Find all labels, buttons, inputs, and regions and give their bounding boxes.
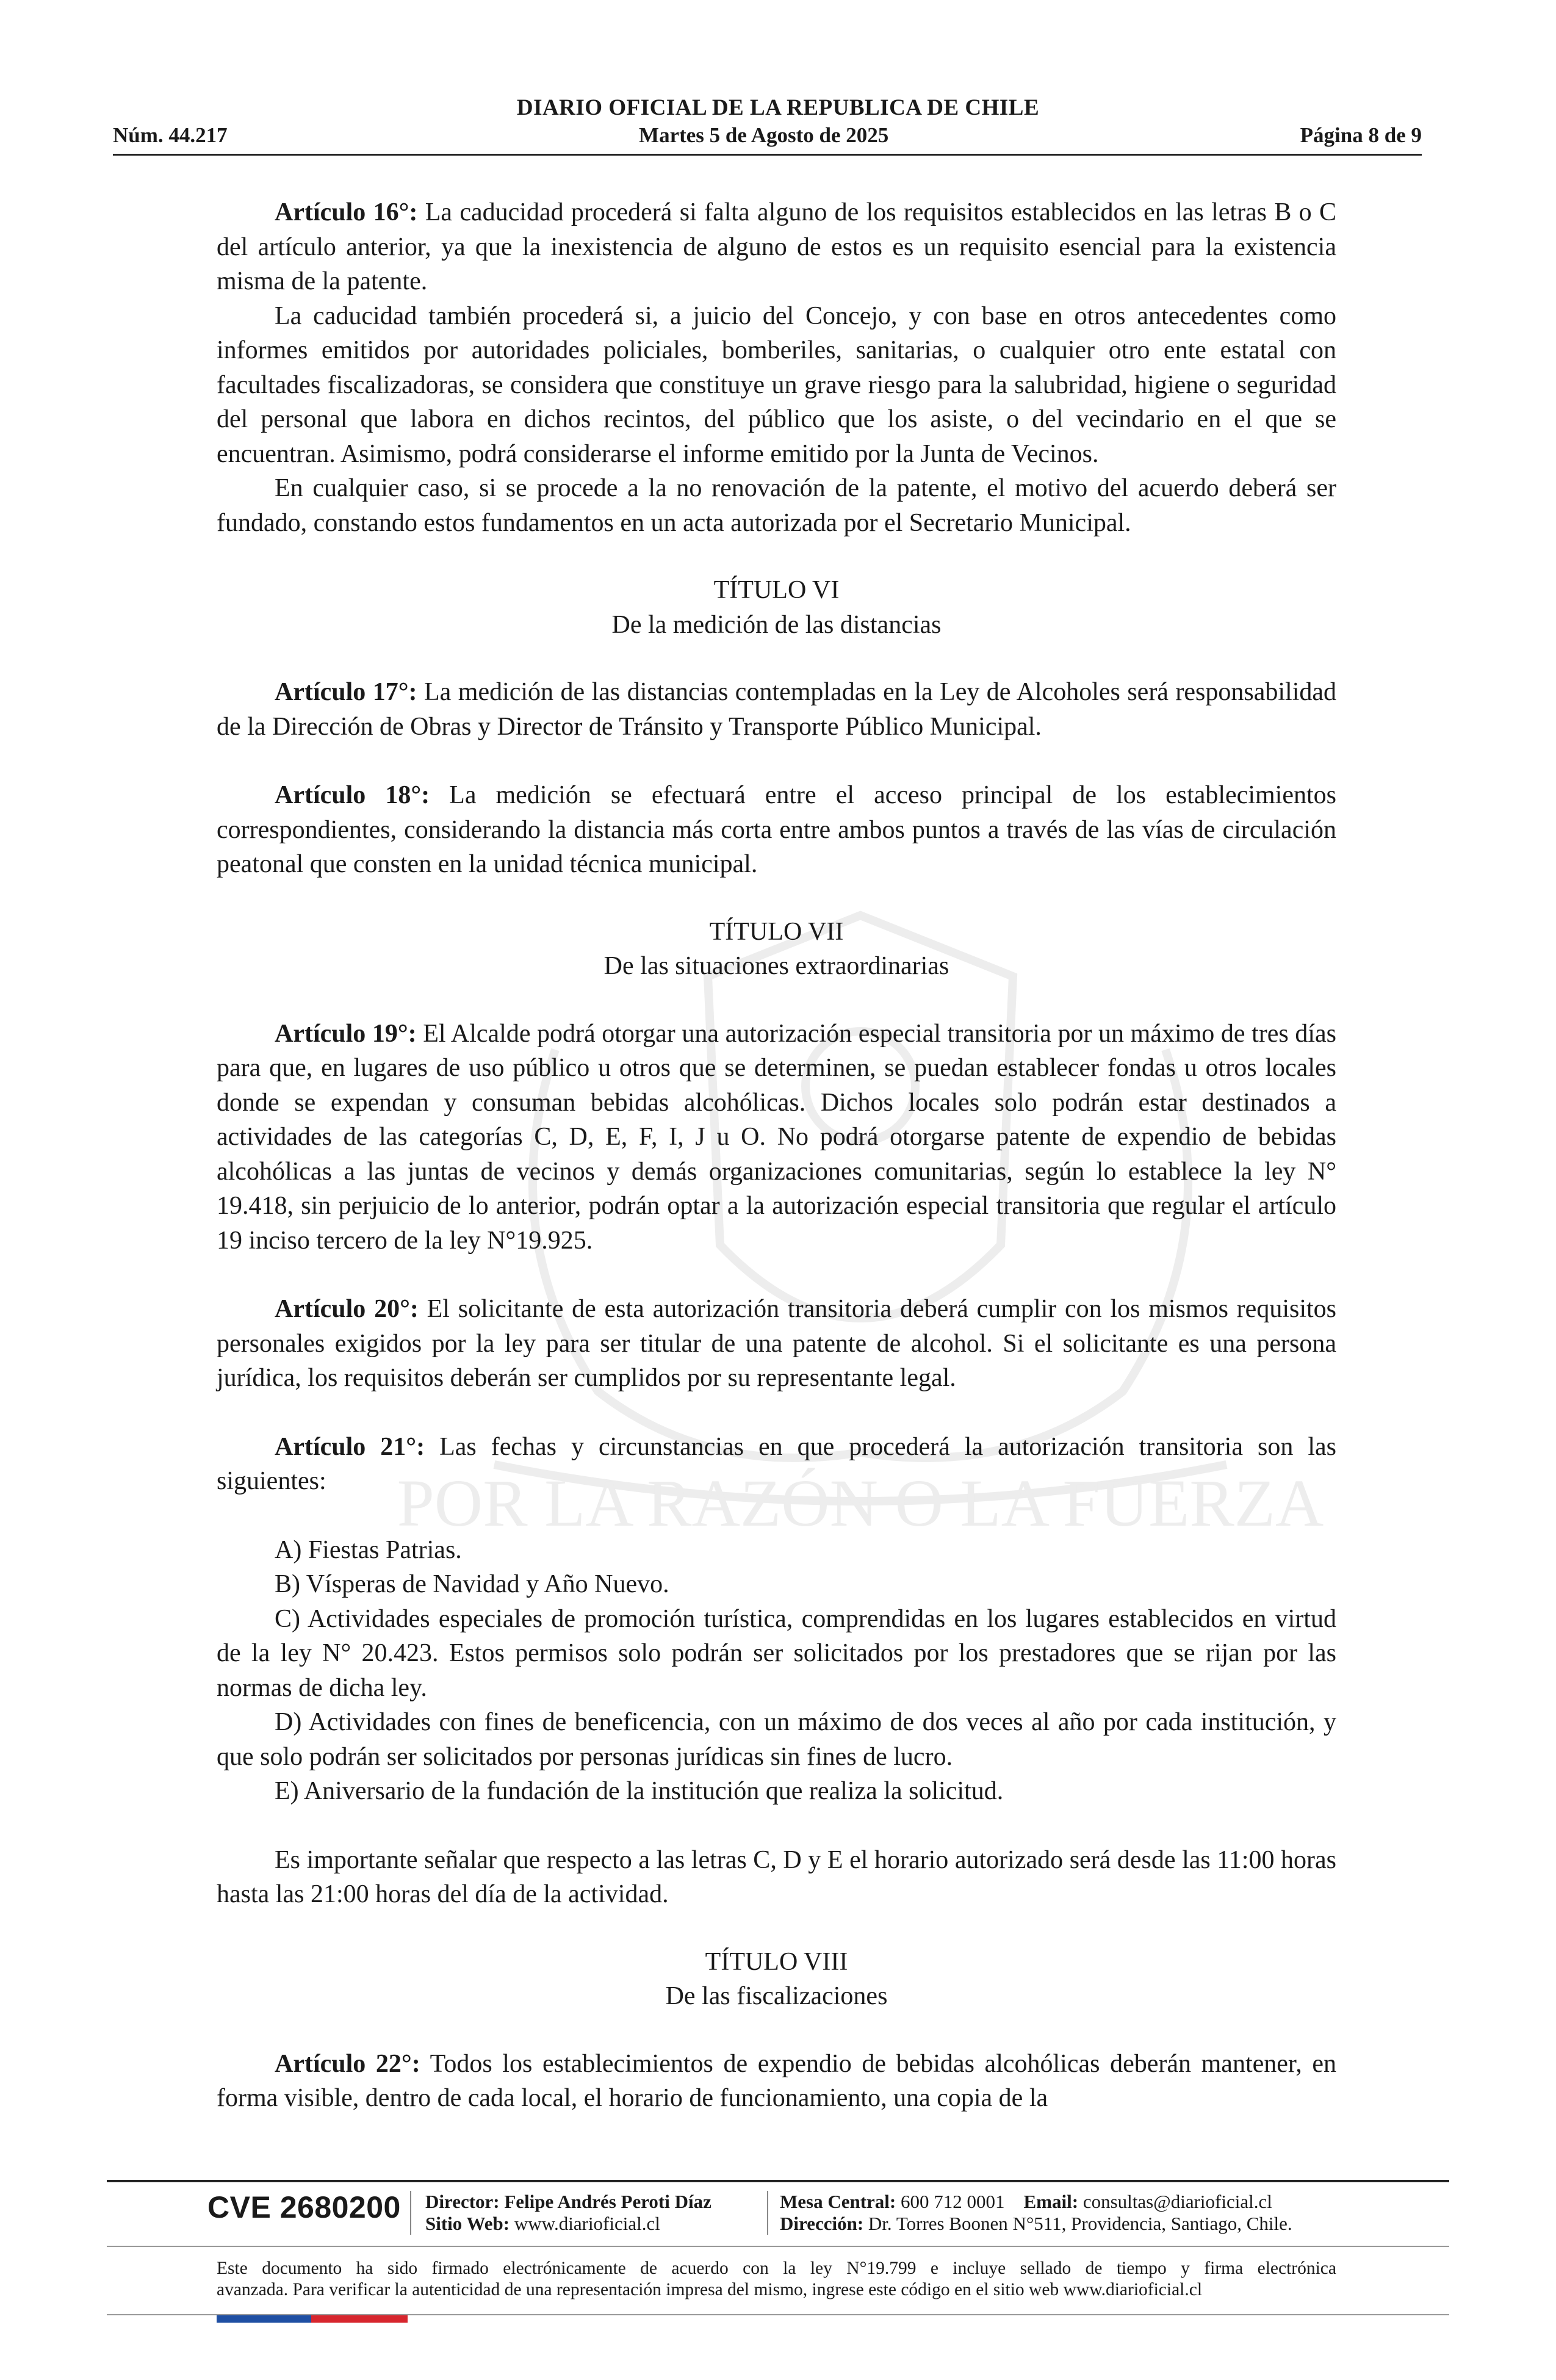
footer-divider — [767, 2191, 768, 2235]
art22: Artículo 22°: Todos los establecimientos de expendio de bebidas alcohólicas deberán mantener, en forma visible, dentro de cada local, el horario de funcionamiento, una copia de la — [217, 2049, 1336, 2112]
header-rule — [113, 154, 1422, 156]
director-name: Felipe Andrés Peroti Díaz — [504, 2191, 711, 2212]
art20: Artículo 20°: El solicitante de esta autorización transitoria deberá cumplir con los mismos requisitos personales exigidos por la ley para ser titular de una patente de alcohol. Si el solicitante es una persona jurídica, los requisitos deberán ser cumplidos por su representante legal. — [217, 1295, 1337, 1392]
art21: Artículo 21°: Las fechas y circunstancias en que procederá la autorización transitoria son las siguientes: — [217, 1432, 1336, 1495]
flag-stripe — [217, 2315, 408, 2323]
art16-p3: En cualquier caso, si se procede a la no renovación de la patente, el motivo del acuerdo deberá ser fundado, constando estos fundamentos en un acta autorizada por el Secretario Municipal. — [217, 474, 1336, 537]
art19: Artículo 19°: El Alcalde podrá otorgar una autorización especial transitoria por un máximo de tres días para que, en lugares de uso público u otros que se determinen, se puedan establecer fondas u otros locales donde se expendan y consuman bebidas alcohólicas. Dichos locales solo podrán estar destinados a actividades de las categorías C, D, E, F, I, J u O. No podrá otorgarse patente de expendio de bebidas alcohólicas a las juntas de vecinos y demás organizaciones comunitarias, según lo establece la ley N° 19.418, sin perjuicio de lo anterior, podrán optar a la autorización especial transitoria que regular el artículo 19 inciso tercero de la ley N°19.925. — [217, 1019, 1336, 1255]
footer-rule-mid — [107, 2246, 1449, 2247]
cve-code: CVE 2680200 — [207, 2190, 401, 2224]
art17: Artículo 17°: La medición de las distancias contempladas en la Ley de Alcoholes será responsabilidad de la Dirección de Obras y Director de Tránsito y Transporte Público Municipal. — [217, 678, 1337, 741]
issue-date: Martes 5 de Agosto de 2025 — [639, 123, 889, 147]
list-item: B) Vísperas de Navidad y Año Nuevo. — [275, 1570, 669, 1598]
flag-blue-segment — [217, 2315, 311, 2323]
art16-label: Artículo 16°: — [275, 198, 418, 226]
flag-red-segment — [311, 2315, 408, 2323]
watermark-motto: POR LA RAZÓN O LA FUERZA — [397, 1466, 1324, 1540]
art21-list — [217, 1533, 1336, 1809]
list-item: C) Actividades especiales de promoción turística, comprendidas en los lugares establecidos en virtud de la ley N° 20.423. Estos permisos solo podrán ser solicitados por los prestadores que se rijan por las normas de dicha ley. — [217, 1604, 1336, 1702]
address: Dr. Torres Boonen N°511, Providencia, Santiago, Chile. — [868, 2213, 1292, 2234]
art21-note: Es importante señalar que respecto a las letras C, D y E el horario autorizado será desde las 11:00 horas hasta las 21:00 horas del día de la actividad. — [217, 1845, 1336, 1908]
footer-divider — [410, 2191, 411, 2235]
document-body — [217, 195, 1336, 2116]
phone-number: 600 712 0001 — [901, 2191, 1005, 2212]
list-item: E) Aniversario de la fundación de la institución que realiza la solicitud. — [275, 1777, 1004, 1805]
page-number: Página 8 de 9 — [1300, 123, 1422, 147]
list-item: D) Actividades con fines de beneficencia, con un máximo de dos veces al año por cada institución, y que solo podrán ser solicitados por personas jurídicas sin fines de lucro. — [217, 1708, 1336, 1771]
publication-title: DIARIO OFICIAL DE LA REPUBLICA DE CHILE — [516, 95, 1040, 120]
signature-note: Este documento ha sido firmado electrónicamente de acuerdo con la ley N°19.799 e incluye sellado de tiempo y firma electrónica avanzada. Para verificar la autenticidad de una representación impresa del mismo, ingrese este código en el sitio web www.diarioficial.cl — [217, 2259, 1336, 2299]
footer-director-block: Director: Felipe Andrés Peroti Díaz Sitio Web: www.diarioficial.cl — [425, 2191, 711, 2234]
titulo-vii-heading: TÍTULO VII De las situaciones extraordinarias — [603, 917, 949, 980]
footer-rule-top — [107, 2180, 1449, 2182]
email-link[interactable]: consultas@diarioficial.cl — [1082, 2191, 1272, 2212]
titulo-viii-heading: TÍTULO VIII De las fiscalizaciones — [665, 1947, 888, 2010]
titulo-vi-heading: TÍTULO VI De la medición de las distancias — [611, 576, 942, 639]
art16-p1: Artículo 16°: La caducidad procederá si falta alguno de los requisitos establecidos en las letras B o C del artículo anterior, ya que la inexistencia de alguno de estos es un requisito esencial para la existencia misma de la patente. — [217, 198, 1336, 295]
footer-contact-block: Mesa Central: 600 712 0001 Email: consultas@diarioficial.cl Dirección: Dr. Torres Boonen N°511, Providencia, Santiago, Chile. — [780, 2191, 1292, 2234]
website-link[interactable]: www.diarioficial.cl — [514, 2213, 660, 2234]
header-row — [113, 123, 1422, 148]
list-item: A) Fiestas Patrias. — [275, 1535, 462, 1564]
page-header — [0, 0, 1556, 159]
art16-p2: La caducidad también procederá si, a juicio del Concejo, y con base en otros antecedentes como informes emitidos por autoridades policiales, bomberiles, sanitarias, o cualquier otro ente estatal con facultades fiscalizadoras, se considera que constituye un grave riesgo para la salubridad, higiene o seguridad del personal que labora en dichos recintos, del público que los asiste, o del vecindario en el que se encuentran. Asimismo, podrá considerarse el informe emitido por la Junta de Vecinos. — [217, 301, 1336, 468]
art18: Artículo 18°: La medición se efectuará entre el acceso principal de los establecimientos correspondientes, considerando la distancia más corta entre ambos puntos a través de las vías de circulación peatonal que consten en la unidad técnica municipal. — [217, 781, 1336, 878]
issue-number: Núm. 44.217 — [113, 123, 228, 147]
